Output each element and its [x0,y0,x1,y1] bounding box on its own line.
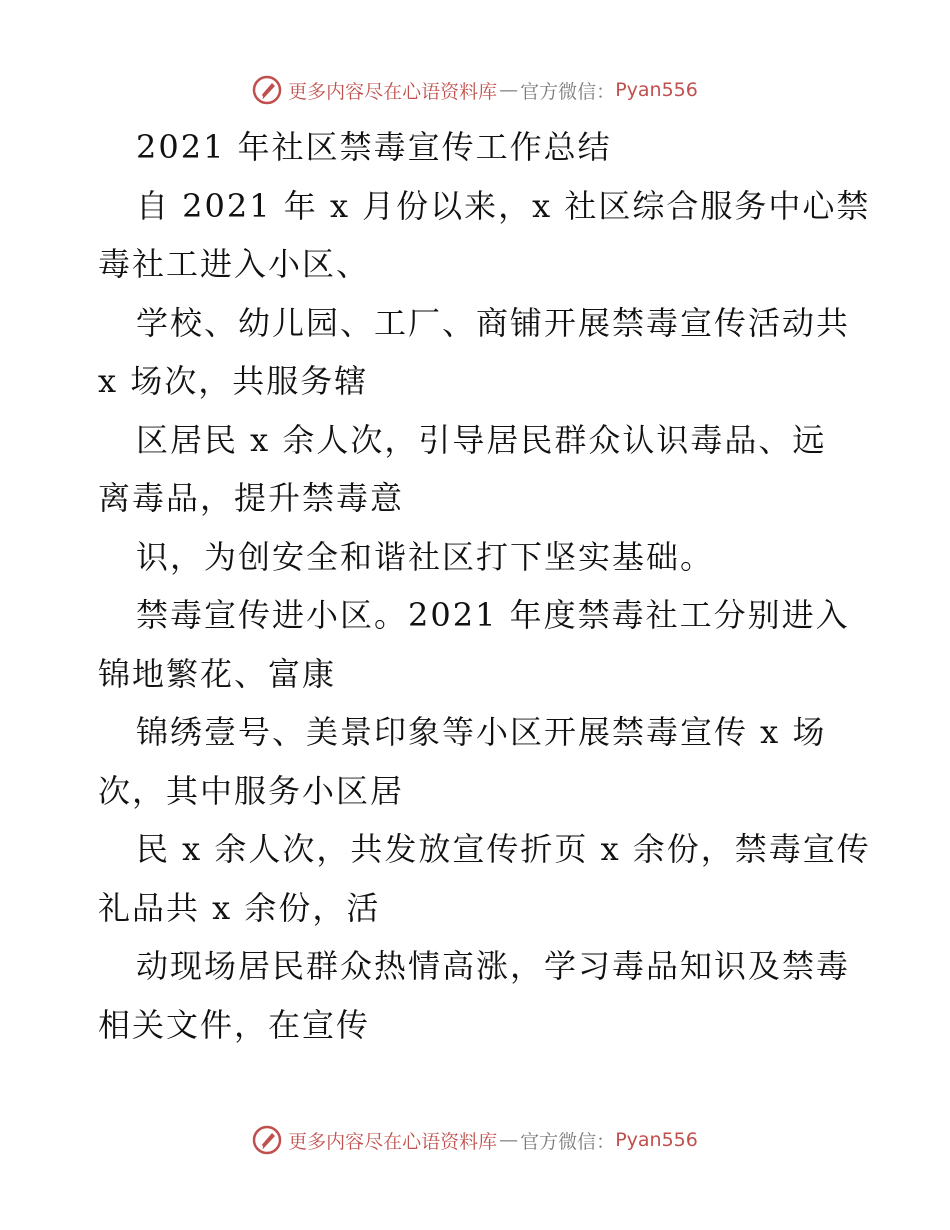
text-line: 锦绣壹号、美景印象等小区开展禁毒宣传 x 场 [136,713,827,751]
text-line: 相关文件，在宣传 [98,1005,371,1044]
watermark-separator: — [499,1129,519,1151]
text-line: 动现场居民群众热情高涨，学习毒品知识及禁毒 [136,947,851,985]
text-line: 禁毒宣传进小区。2021 年度禁毒社工分别进入 [136,596,850,634]
watermark-separator: — [499,79,519,101]
text-line: 学校、幼儿园、工厂、商铺开展禁毒宣传活动共 [136,303,851,342]
header-watermark [0,70,950,110]
text-line: 区居民 x 余人次，引导居民群众认识毒品、远 [136,420,827,459]
text-line: 次，其中服务小区居 [98,771,405,810]
watermark-wechat-id: Pyan556 [615,79,698,101]
text-line: 毒社工进入小区、 [98,245,371,283]
watermark-wechat-label: 官方微信： [520,1130,616,1153]
text-line: x 场次，共服务辖 [98,362,369,400]
watermark-text: 更多内容尽在心语资料库 [288,1130,498,1153]
document-body [98,118,871,1054]
text-line: 民 x 余人次，共发放宣传折页 x 余份，禁毒宣传 [136,830,871,868]
pen-logo-icon [252,1125,282,1155]
text-line: 锦地繁花、富康 [98,654,337,693]
text-line: 自 2021 年 x 月份以来，x 社区综合服务中心禁 [136,186,871,225]
text-line: 识，为创安全和谐社区打下坚实基础。 [136,537,715,576]
watermark-wechat-label: 官方微信： [520,80,616,103]
watermark-wechat-id: Pyan556 [615,1129,698,1151]
text-line: 礼品共 x 余份，活 [98,888,381,927]
watermark-text: 更多内容尽在心语资料库 [288,80,498,103]
document-title: 2021 年社区禁毒宣传工作总结 [136,128,612,166]
footer-watermark [0,1120,950,1160]
text-line: 离毒品，提升禁毒意 [98,479,405,517]
pen-logo-icon [252,75,282,105]
